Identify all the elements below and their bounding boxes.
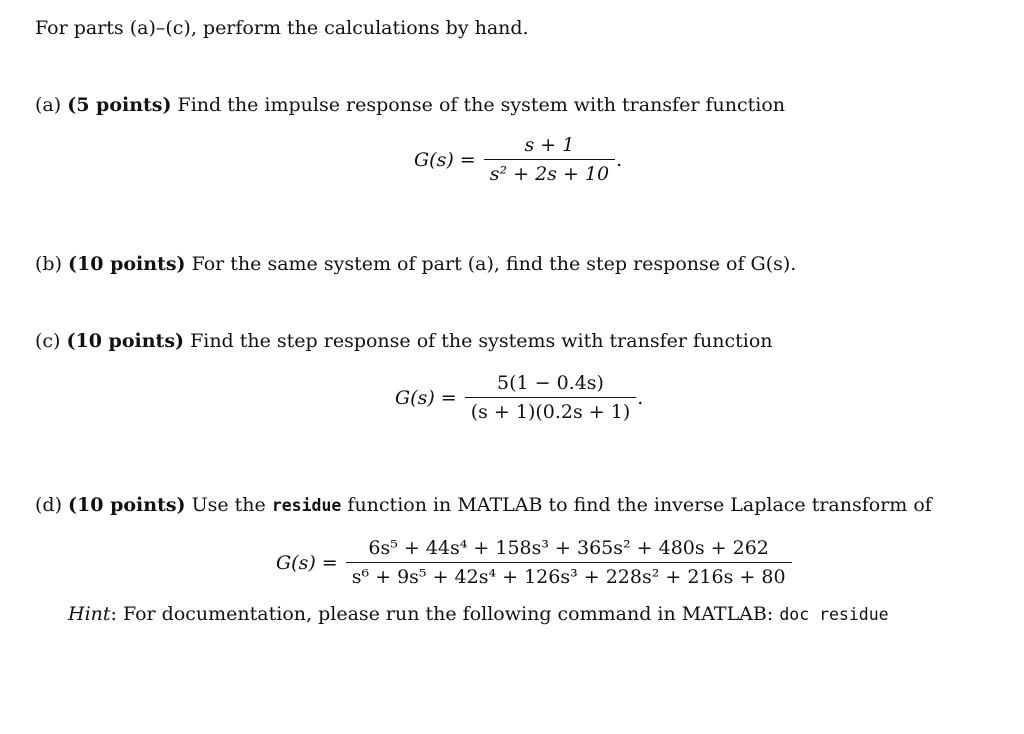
part-d-question	[35, 494, 932, 516]
part-a-denominator: s² + 2s + 10	[489, 163, 610, 185]
hint-text: : For documentation, please run the following command in MATLAB:	[110, 603, 774, 625]
part-c-equation	[395, 372, 643, 423]
part-d-eq-lhs: G(s) =	[276, 551, 338, 574]
part-d-fraction	[346, 537, 792, 588]
part-a-numerator: s + 1	[524, 134, 575, 156]
hint-line	[68, 603, 889, 625]
part-a-text: Find the impulse response of the system with transfer function	[177, 94, 785, 116]
part-c-question	[35, 330, 773, 352]
part-a-points: (5 points)	[67, 94, 172, 116]
part-a-eq-lhs: G(s) =	[414, 148, 476, 171]
part-d-text-after: function in MATLAB to find the inverse Laplace transform of	[347, 494, 932, 516]
part-c-period: .	[637, 386, 644, 409]
part-b-label: (b)	[35, 253, 62, 275]
part-a-equation	[414, 134, 622, 185]
hint-command: doc residue	[779, 605, 889, 624]
part-c-eq-lhs: G(s) =	[395, 386, 457, 409]
part-d-denominator: s⁶ + 9s⁵ + 42s⁴ + 126s³ + 228s² + 216s + 80	[351, 566, 786, 588]
part-d-equation	[276, 537, 792, 588]
part-c-text: Find the step response of the systems with transfer function	[190, 330, 773, 352]
part-a-fraction	[484, 134, 615, 185]
part-c-fraction	[465, 372, 637, 423]
part-c-numerator: 5(1 − 0.4s)	[497, 372, 604, 394]
part-a-label: (a)	[35, 94, 62, 116]
part-c-points: (10 points)	[66, 330, 185, 352]
part-a-question	[35, 94, 785, 116]
part-d-text-before: Use the	[191, 494, 266, 516]
part-a-period: .	[616, 148, 623, 171]
part-b-text: For the same system of part (a), find the step response of G(s).	[191, 253, 797, 275]
part-b-points: (10 points)	[68, 253, 186, 275]
part-c-denominator: (s + 1)(0.2s + 1)	[470, 401, 631, 423]
part-d-code: residue	[271, 496, 342, 515]
intro-text: For parts (a)–(c), perform the calculations by hand.	[35, 17, 529, 39]
part-d-points: (10 points)	[68, 494, 186, 516]
part-b-question	[35, 253, 796, 275]
part-d-numerator: 6s⁵ + 44s⁴ + 158s³ + 365s² + 480s + 262	[368, 537, 769, 559]
part-c-label: (c)	[35, 330, 61, 352]
part-d-label: (d)	[35, 494, 62, 516]
hint-label: Hint	[68, 603, 111, 625]
